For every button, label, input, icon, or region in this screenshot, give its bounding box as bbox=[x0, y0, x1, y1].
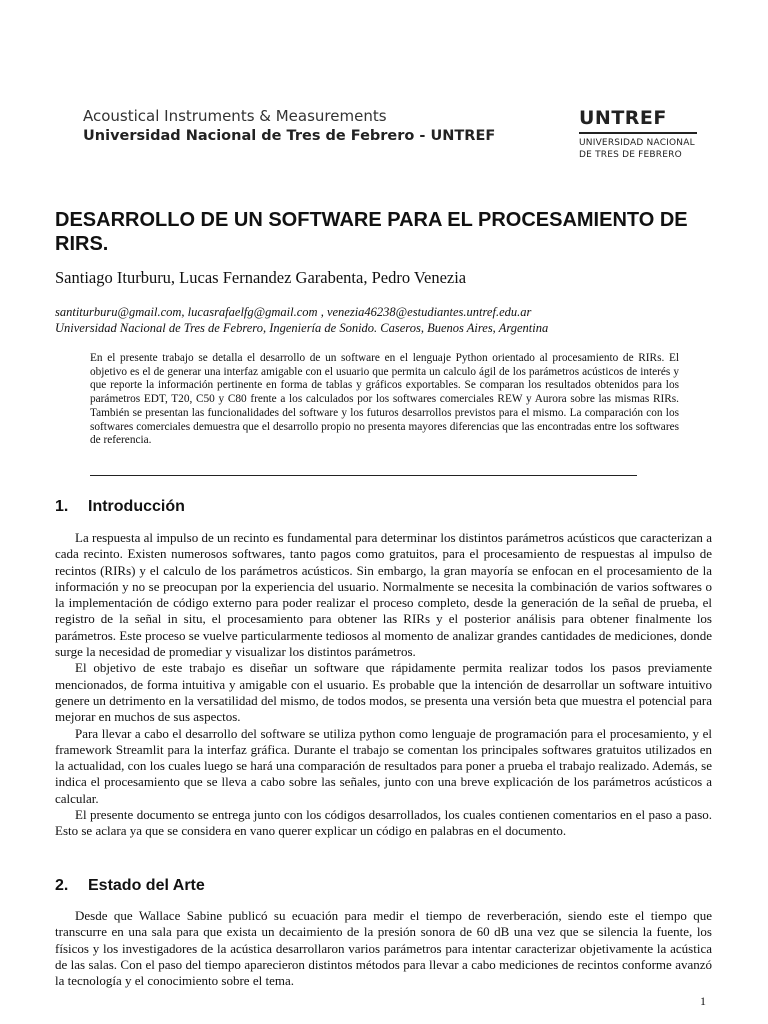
logo-divider bbox=[579, 132, 697, 134]
untref-logo bbox=[579, 107, 697, 161]
page-number: 1 bbox=[700, 994, 706, 1008]
paragraph: Para llevar a cabo el desarrollo del software se utiliza python como lenguaje de programación para el procesamiento, y el framework Streamlit para la interfaz gráfica. Durante el trabajo se comentan los principales softwares gratuitos utilizados en la actualidad, con los cuales luego se hará una comparación de resultados para poner a prueba el trabajo realizado. Además, se indica el procesamiento que se lleva a cabo sobre las señales, junto con una breve explicación de los parámetros acústicos a calcular. bbox=[55, 725, 712, 806]
author-affiliation: Universidad Nacional de Tres de Febrero, Ingeniería de Sonido. Caseros, Buenos Aires, Argentina bbox=[55, 321, 549, 335]
logo-subtitle-1: UNIVERSIDAD NACIONAL bbox=[579, 138, 695, 148]
paragraph: La respuesta al impulso de un recinto es fundamental para determinar los distintos parámetros acústicos que caracterizan a cada recinto. Existen numerosos softwares, tanto pagos como gratuitos, para el procesamiento de respuestas al impulso de recintos (RIRs) y el calculo de los parámetros acústicos. Sin embargo, la gran mayoría se enfocan en el procesamiento de la información y no se preocupan por la experiencia del usuario. Normalmente se necesita la combinación de varios softwares o la implementación de código externo para poder realizar el proceso completo, desde la generación de la señal de prueba, el registro de la señal in situ, el procesamiento para obtener las RIRs y el posterior análisis para obtener finalmente los parámetros. Este proceso se vuelve particularmente tediosos al momento de analizar grandes cantidades de mediciones, donde surge la necesidad de promediar y visualizar los distintos parámetros. bbox=[55, 530, 712, 660]
paragraph: Desde que Wallace Sabine publicó su ecuación para medir el tiempo de reverberación, siendo este el tiempo que transcurre en una sala para que exista un decaimiento de la presión sonora de 60 dB una vez que se silencia la fuente, los físicos y los investigadores de la acústica desarrollaron varios parámetros para intentar caracterizar objetivamente la acústica de las salas. Con el paso del tiempo aparecieron distintos métodos para llevar a cabo mediciones de recintos conforme avanzó la tecnología y el conocimiento sobre el tema. bbox=[55, 908, 712, 989]
section-title: Introducción bbox=[88, 498, 185, 515]
paper-authors: Santiago Iturburu, Lucas Fernandez Garabenta, Pedro Venezia bbox=[55, 268, 467, 287]
abstract: En el presente trabajo se detalla el desarrollo de un software en el lenguaje Python orientado al procesamiento de RIRs. El objetivo es el de generar una interfaz amigable con el usuario que permita un calculo ágil de los parámetros acústicos de interés y que reporte la información pertinente en forma de tablas y gráficos exportables. Se comparan los resultados obtenidos para los parámetros EDT, T20, C50 y C80 frente a los calculados por los softwares comerciales REW y Aurora sobre las mismas RIRs. También se presentan las funcionalidades del software y los futuros desarrollos previstos para el mismo. La comparación con los softwares comerciales demuestra que el desarrollo propio no presenta mayores diferencias que las encontradas entre los softwares de referencia. bbox=[90, 352, 679, 447]
section-body-introduccion bbox=[55, 530, 712, 840]
section-title: Estado del Arte bbox=[88, 877, 205, 894]
logo-brand: UNTREF bbox=[579, 107, 667, 129]
university-name: Universidad Nacional de Tres de Febrero - UNTREF bbox=[83, 128, 496, 144]
paper-title: DESARROLLO DE UN SOFTWARE PARA EL PROCESAMIENTO DE RIRS. bbox=[55, 209, 688, 255]
section-number: 2. bbox=[55, 877, 69, 894]
author-contact bbox=[55, 304, 735, 336]
author-emails: santiturburu@gmail.com, lucasrafaelfg@gmail.com , venezia46238@estudiantes.untref.edu.ar bbox=[55, 305, 532, 319]
logo-subtitle-2: DE TRES DE FEBRERO bbox=[579, 149, 682, 160]
abstract-divider bbox=[90, 475, 637, 476]
journal-header bbox=[83, 106, 495, 146]
section-body-estado-del-arte bbox=[55, 908, 712, 989]
paragraph: El objetivo de este trabajo es diseñar un software que rápidamente permita realizar todos los pasos previamente mencionados, de forma intuitiva y amigable con el usuario. Es probable que la intención de desarrollar un software intuitivo genere un detrimento en la versatilidad del mismo, de todos modos, se presenta una versión beta que muestra el potencial para mejorar en muchos de sus aspectos. bbox=[55, 660, 712, 725]
section-heading-estado-del-arte bbox=[55, 877, 205, 895]
journal-title: Acoustical Instruments & Measurements bbox=[83, 107, 387, 125]
paragraph: El presente documento se entrega junto con los códigos desarrollados, los cuales contienen comentarios en el paso a paso. Esto se aclara ya que se considera en vano querer explicar un código en palabras en el documento. bbox=[55, 807, 712, 839]
section-heading-introduccion bbox=[55, 498, 185, 516]
section-number: 1. bbox=[55, 498, 69, 515]
